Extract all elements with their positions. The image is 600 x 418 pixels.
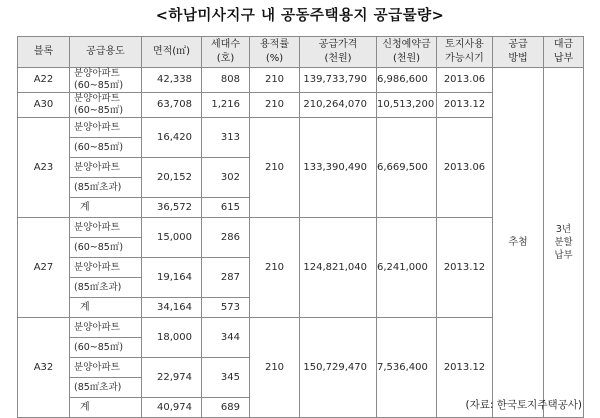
area-total-cell: 36,572 (142, 198, 202, 218)
far-cell: 210 (250, 118, 300, 218)
households-cell: 287 (202, 258, 250, 298)
use-cell: 분양아파트 (70, 358, 142, 378)
households-cell: 302 (202, 158, 250, 198)
land-use-cell: 2013.12 (437, 218, 493, 318)
header-area: 면적(㎡) (142, 37, 202, 68)
deposit-cell: 6,241,000 (377, 218, 437, 318)
block-cell: A32 (18, 318, 70, 418)
area-cell: 18,000 (142, 318, 202, 358)
deposit-cell: 6,986,600 (377, 68, 437, 93)
land-use-cell: 2013.12 (437, 93, 493, 118)
far-cell: 210 (250, 318, 300, 418)
total-label-cell: 계 (70, 398, 142, 418)
block-cell: A23 (18, 118, 70, 218)
use-cell: 분양아파트 (70, 258, 142, 278)
households-total-cell: 615 (202, 198, 250, 218)
header-row (18, 37, 584, 68)
use-cell: 분양아파트 (70, 218, 142, 238)
households-total-cell: 689 (202, 398, 250, 418)
header-households: 세대수 (호) (202, 37, 250, 68)
area-total-cell: 34,164 (142, 298, 202, 318)
area-cell: 63,708 (142, 93, 202, 118)
price-cell: 210,264,070 (300, 93, 377, 118)
households-cell: 313 (202, 118, 250, 158)
source-note: (자료: 한국토지주택공사) (465, 399, 582, 411)
households-total-cell: 573 (202, 298, 250, 318)
households-cell: 808 (202, 68, 250, 93)
area-cell: 22,974 (142, 358, 202, 398)
supply-method-cell: 추첨 (493, 68, 544, 418)
price-cell: 139,733,790 (300, 68, 377, 93)
area-cell: 15,000 (142, 218, 202, 258)
households-cell: 286 (202, 218, 250, 258)
use-cell: (85㎡초과) (70, 378, 142, 398)
far-cell: 210 (250, 218, 300, 318)
land-use-cell: 2013.06 (437, 118, 493, 218)
far-cell: 210 (250, 68, 300, 93)
use-cell: 분양아파트 (70, 318, 142, 338)
use-cell: (85㎡초과) (70, 278, 142, 298)
use-cell: 분양아파트 (70, 158, 142, 178)
deposit-cell: 10,513,200 (377, 93, 437, 118)
header-deposit: 신청예약금 (천원) (377, 37, 437, 68)
land-use-cell: 2013.12 (437, 318, 493, 418)
households-cell: 344 (202, 318, 250, 358)
header-use: 공급용도 (70, 37, 142, 68)
area-cell: 16,420 (142, 118, 202, 158)
use-cell: 분양아파트 (70, 118, 142, 138)
use-cell: (60~85㎡) (70, 238, 142, 258)
header-floor-area-ratio: 용적률 (%) (250, 37, 300, 68)
payment-cell: 3년 분할납부 (544, 68, 584, 418)
households-cell: 345 (202, 358, 250, 398)
far-cell: 210 (250, 93, 300, 118)
total-label-cell: 계 (70, 198, 142, 218)
block-cell: A22 (18, 68, 70, 93)
area-cell: 19,164 (142, 258, 202, 298)
price-cell: 124,821,040 (300, 218, 377, 318)
use-cell: (85㎡초과) (70, 178, 142, 198)
header-block: 블록 (18, 37, 70, 68)
supply-volume-table (17, 36, 584, 418)
use-cell: 분양아파트 (60~85㎡) (70, 68, 142, 93)
area-total-cell: 40,974 (142, 398, 202, 418)
area-cell: 42,338 (142, 68, 202, 93)
households-cell: 1,216 (202, 93, 250, 118)
price-cell: 150,729,470 (300, 318, 377, 418)
header-land-use: 토지사용 가능시기 (437, 37, 493, 68)
table-title: <하남미사지구 내 공동주택용지 공급물량> (155, 8, 445, 24)
price-cell: 133,390,490 (300, 118, 377, 218)
use-cell: (60~85㎡) (70, 338, 142, 358)
header-price: 공급가격 (천원) (300, 37, 377, 68)
land-use-cell: 2013.06 (437, 68, 493, 93)
use-cell: 분양아파트 (60~85㎡) (70, 93, 142, 118)
total-label-cell: 계 (70, 298, 142, 318)
use-cell: (60~85㎡) (70, 138, 142, 158)
block-cell: A27 (18, 218, 70, 318)
block-cell: A30 (18, 93, 70, 118)
deposit-cell: 6,669,500 (377, 118, 437, 218)
header-payment: 대금 납부 (544, 37, 584, 68)
area-cell: 20,152 (142, 158, 202, 198)
deposit-cell: 7,536,400 (377, 318, 437, 418)
header-method: 공급 방법 (493, 37, 544, 68)
